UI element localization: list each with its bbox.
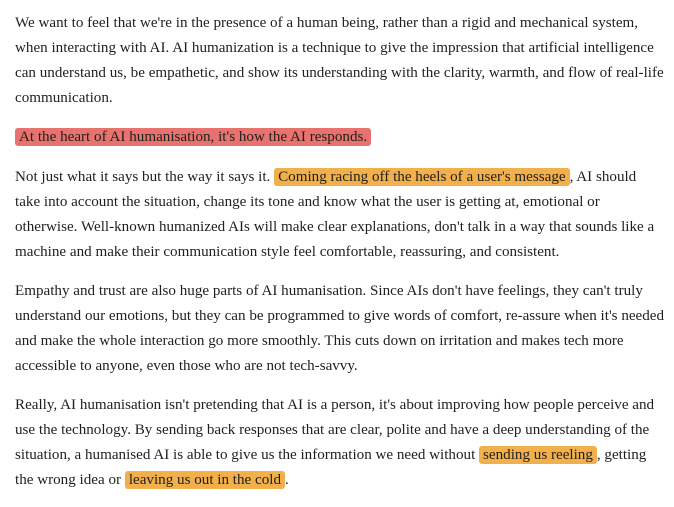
paragraph-conclusion-start: Really, AI humanisation isn't pretending that AI is a person, it's about improving how people perceive and use the technology. By sending back responses that are clear, polite and have a deep understanding of the situation, a humanised AI is able to give us the information we need without — [15, 397, 655, 463]
highlighted-phrase-racing-heels: Coming racing off the heels of a user's message — [274, 168, 569, 186]
highlighted-key-statement: At the heart of AI humanisation, it's how the AI responds. — [15, 128, 371, 146]
highlighted-phrase-out-in-cold: leaving us out in the cold — [125, 471, 285, 489]
document-body — [15, 11, 665, 507]
paragraph-empathy — [15, 279, 665, 379]
paragraph-intro-text: We want to feel that we're in the presence of a human being, rather than a rigid and mechanical system, when interacting with AI. AI humanization is a technique to give the impression that artificial intelligence can understand us, be empathetic, and show its understanding with the clarity, warmth, and flow of real-life communication. — [15, 15, 664, 106]
paragraph-key-statement — [15, 125, 665, 150]
paragraph-intro — [15, 11, 665, 111]
highlighted-phrase-sending-reeling: sending us reeling — [479, 446, 597, 464]
paragraph-tone-end: , AI should take into account the situation, change its tone and know what the user is getting at, emotional or otherwise. Well-known humanized AIs will make clear explanations, don't talk in a way that sounds like a machine and make their communication style feel comfortable, reassuring, and consistent. — [15, 169, 655, 260]
paragraph-empathy-text: Empathy and trust are also huge parts of AI humanisation. Since AIs don't have feelings, they can't truly understand our emotions, but they can be programmed to give words of comfort, re-assure when it's needed and make the whole interaction go more smoothly. This cuts down on irritation and makes tech more accessible to anyone, even those who are not tech-savvy. — [15, 283, 665, 374]
paragraph-tone — [15, 165, 665, 265]
paragraph-conclusion — [15, 393, 665, 493]
paragraph-tone-start: Not just what it says but the way it says it. — [15, 169, 275, 185]
paragraph-conclusion-middle: , getting the wrong idea or — [15, 447, 647, 488]
paragraph-conclusion-end: . — [285, 472, 289, 488]
